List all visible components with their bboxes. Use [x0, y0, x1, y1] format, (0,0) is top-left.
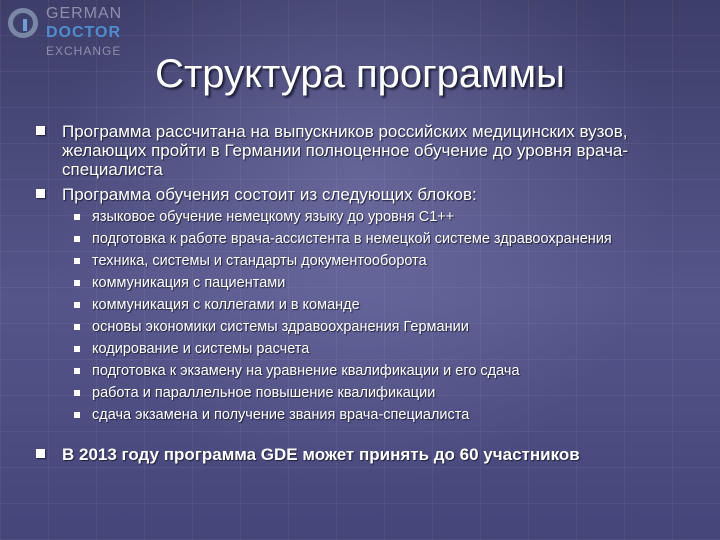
sub-bullet-text: сдача экзамена и получение звания врача-специалиста — [92, 407, 470, 423]
square-bullet-icon — [74, 346, 80, 352]
square-bullet-icon — [74, 390, 80, 396]
sub-bullet-text: основы экономики системы здравоохранения Германии — [92, 319, 469, 335]
bullet-text: Программа рассчитана на выпускников российских медицинских вузов, желающих пройти в Германии полноценное обучение до уровня врача-специалиста — [62, 122, 629, 179]
sub-bullet-item — [36, 276, 696, 291]
sub-bullet-item — [36, 408, 696, 423]
sub-bullet-item — [36, 298, 696, 313]
sub-bullet-text: техника, системы и стандарты документооборота — [92, 253, 427, 269]
bullet-item — [36, 185, 696, 204]
sub-bullet-item — [36, 320, 696, 335]
sub-bullet-text: кодирование и системы расчета — [92, 341, 310, 357]
final-bullet-text: В 2013 году программа GDE может принять до 60 участников — [62, 445, 580, 464]
square-bullet-icon — [74, 214, 80, 220]
sub-bullet-text: коммуникация с коллегами и в команде — [92, 297, 360, 313]
square-bullet-icon — [74, 412, 80, 418]
sub-bullet-text: коммуникация с пациентами — [92, 275, 286, 291]
square-bullet-icon — [74, 324, 80, 330]
logo-line-3: EXCHANGE — [46, 44, 122, 58]
square-bullet-icon — [36, 126, 45, 135]
sub-bullet-item — [36, 364, 696, 379]
logo-line-2: DOCTOR — [46, 24, 122, 41]
square-bullet-icon — [74, 236, 80, 242]
logo-mark-icon — [8, 8, 38, 38]
sub-bullet-text: языковое обучение немецкому языку до уровня С1++ — [92, 209, 455, 225]
sub-bullet-item — [36, 386, 696, 401]
square-bullet-icon — [74, 280, 80, 286]
square-bullet-icon — [36, 449, 45, 458]
square-bullet-icon — [74, 368, 80, 374]
final-bullet-item — [36, 445, 696, 464]
bullet-item — [36, 122, 696, 179]
sub-bullet-text: подготовка к экзамену на уравнение квалификации и его сдача — [92, 363, 520, 379]
slide-content — [36, 122, 696, 470]
sub-bullet-item — [36, 254, 696, 269]
sub-bullet-text: работа и параллельное повышение квалификации — [92, 385, 436, 401]
sub-bullet-text: подготовка к работе врача-ассистента в немецкой системе здравоохранения — [92, 231, 612, 247]
square-bullet-icon — [74, 302, 80, 308]
sub-bullet-item — [36, 342, 696, 357]
square-bullet-icon — [36, 189, 45, 198]
sub-bullet-item — [36, 210, 696, 225]
logo-line-1: GERMAN — [46, 5, 123, 22]
slide-title: Структура программы — [155, 52, 565, 96]
square-bullet-icon — [74, 258, 80, 264]
bullet-text: Программа обучения состоит из следующих блоков: — [62, 185, 477, 204]
sub-bullet-item — [36, 232, 696, 247]
